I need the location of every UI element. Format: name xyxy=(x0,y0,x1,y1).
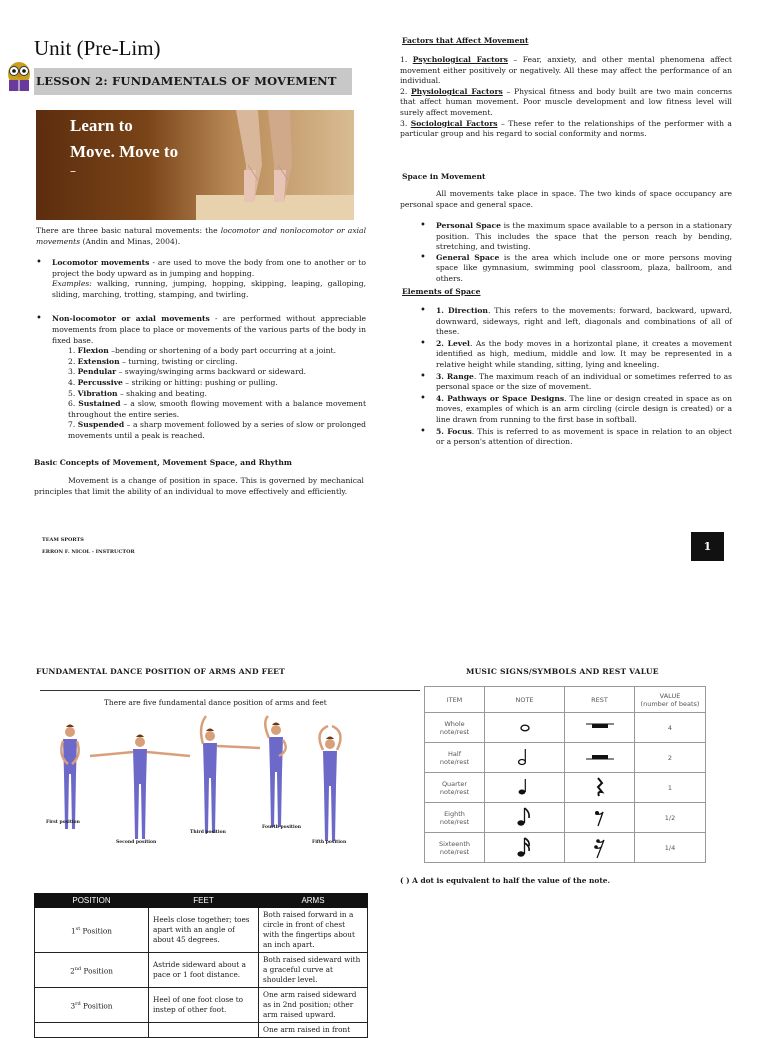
position-name xyxy=(35,908,149,953)
figure-label-3: Third position xyxy=(190,830,226,835)
music-row xyxy=(425,743,706,773)
element-text: . This is referred to as movement is space in relation to an object or a person's attention of direction. xyxy=(436,426,732,447)
half-rest-icon xyxy=(580,746,620,768)
music-item-line2: note/rest xyxy=(439,787,470,796)
element-text: . The maximum reach of an individual or sometimes referred to as personal space or the size of movement. xyxy=(436,371,733,392)
whole-rest-icon xyxy=(580,716,620,738)
subitem-number: 2. xyxy=(68,356,78,366)
lesson-title: LESSON 2: FUNDAMENTALS OF MOVEMENT xyxy=(36,74,337,88)
sixteenth-note-icon xyxy=(505,836,545,858)
header-value-sub: (number of beats) xyxy=(640,699,700,708)
nonlocomotor-subitem xyxy=(68,357,366,368)
position-row xyxy=(35,1023,368,1038)
subitem-term: Percussive xyxy=(77,377,123,387)
locomotor-item xyxy=(34,258,366,300)
dancer-first-position xyxy=(61,725,78,830)
subitem-number: 3. xyxy=(68,367,78,377)
position-row xyxy=(35,988,368,1023)
position-name xyxy=(35,988,149,1023)
music-item xyxy=(425,803,485,833)
position-arms: One arm raised sideward as in 2nd position; other arm raised upward. xyxy=(259,988,368,1023)
position-row xyxy=(35,953,368,988)
locomotor-term: Locomotor movements xyxy=(52,258,150,267)
figure-label-2: Second position xyxy=(116,840,157,845)
factor-number: 3. xyxy=(400,118,411,128)
header-position: POSITION xyxy=(35,894,149,908)
position-number: 1 xyxy=(71,926,76,936)
music-item xyxy=(425,773,485,803)
element-term: 2. Level xyxy=(436,338,470,348)
space-types-list xyxy=(418,221,732,285)
music-item xyxy=(425,713,485,743)
position-number: 2 xyxy=(70,966,75,976)
element-item xyxy=(418,372,732,393)
nonlocomotor-sublist xyxy=(52,346,366,441)
intro-citation: (Andin and Minas, 2004). xyxy=(80,236,181,246)
nonlocomotor-subitem xyxy=(68,420,366,441)
eighth-note-icon xyxy=(505,806,545,828)
position-name xyxy=(35,1023,149,1038)
position-label: Position xyxy=(80,1001,113,1011)
music-value: 1/4 xyxy=(635,833,706,863)
header-rest: REST xyxy=(565,687,635,713)
space-term: Personal Space xyxy=(436,221,502,230)
music-table-header xyxy=(425,687,706,713)
space-type-item xyxy=(418,221,732,253)
footer-course: TEAM SPORTS xyxy=(42,537,84,543)
hero-text-line3: – xyxy=(70,164,76,178)
sixteenth-rest-icon xyxy=(580,836,620,858)
music-item-line2: note/rest xyxy=(439,757,470,766)
hero-text-line2: Move. Move to xyxy=(70,142,179,161)
subitem-text: –bending or shortening of a body part occurring at a joint. xyxy=(108,346,337,356)
position-feet xyxy=(149,1023,259,1038)
header-feet: FEET xyxy=(149,894,259,908)
factor-text: – Fear, anxiety, and other mental phenomena affect movement either positively or negatively. All these may affect the performance of an individual. xyxy=(400,55,732,86)
music-rest-cell xyxy=(565,713,635,743)
music-value: 1 xyxy=(635,773,706,803)
position-feet: Heels close together; toes apart with an angle of about 45 degrees. xyxy=(149,908,259,953)
factor-term: Physiological Factors xyxy=(410,86,503,96)
music-item-line1: Sixteenth xyxy=(438,839,471,848)
subitem-text: – swaying/swinging arms backward or sideward. xyxy=(116,367,306,377)
element-item xyxy=(418,427,732,448)
subitem-term: Extension xyxy=(77,356,120,366)
elements-list xyxy=(418,306,732,449)
intro-italic-text: locomotor and nonlocomotor or axial movements xyxy=(36,226,367,246)
positions-table-header xyxy=(35,894,368,908)
position-arms: Both raised sideward with a graceful curve at shoulder level. xyxy=(259,953,368,988)
music-note-cell xyxy=(485,713,565,743)
element-item xyxy=(418,306,732,338)
factor-item xyxy=(400,119,732,140)
music-item-line1: Quarter xyxy=(441,779,468,788)
music-item-line2: note/rest xyxy=(439,847,470,856)
position-name xyxy=(35,953,149,988)
music-row xyxy=(425,773,706,803)
factor-term: Psychological Factors xyxy=(412,55,508,64)
nonlocomotor-subitem xyxy=(68,346,366,357)
factor-item xyxy=(400,87,732,119)
music-note-cell xyxy=(485,773,565,803)
subitem-number: 4. xyxy=(68,377,78,387)
dancer-third-position xyxy=(201,716,260,833)
whole-note-icon xyxy=(505,716,545,738)
element-term: 4. Pathways or Space Designs xyxy=(436,393,565,403)
quarter-rest-icon xyxy=(580,776,620,798)
basic-concepts-heading: Basic Concepts of Movement, Movement Space, and Rhythm xyxy=(34,458,292,467)
examples-label: Examples: xyxy=(52,279,92,289)
subitem-number: 1. xyxy=(68,346,78,356)
dance-positions-heading: FUNDAMENTAL DANCE POSITION OF ARMS AND FEET xyxy=(36,667,286,676)
lesson-title-bar xyxy=(34,68,352,95)
quarter-note-icon xyxy=(505,776,545,798)
half-note-icon xyxy=(505,746,545,768)
header-value-label: VALUE xyxy=(659,691,681,700)
footer-instructor: ERRON F. NICOL - INSTRUCTOR xyxy=(42,549,135,555)
factor-term: Sociological Factors xyxy=(410,118,498,128)
nonlocomotor-term: Non-locomotor or axial movements xyxy=(52,314,210,324)
subitem-term: Suspended xyxy=(77,420,125,430)
header-value xyxy=(635,687,706,713)
subitem-term: Flexion xyxy=(77,346,109,356)
intro-paragraph xyxy=(36,226,366,247)
header-arms: ARMS xyxy=(259,894,368,908)
music-row xyxy=(425,803,706,833)
subitem-number: 5. xyxy=(68,388,78,398)
nonlocomotor-subitem xyxy=(68,378,366,389)
subitem-text: – a slow, smooth flowing movement with a balance movement throughout the entire series. xyxy=(68,399,366,419)
music-note-cell xyxy=(485,833,565,863)
factors-heading: Factors that Affect Movement xyxy=(402,36,529,45)
space-heading: Space in Movement xyxy=(402,172,486,181)
music-item xyxy=(425,743,485,773)
dance-intro-text: There are five fundamental dance position of arms and feet xyxy=(104,698,327,707)
position-feet: Heel of one foot close to instep of other foot. xyxy=(149,988,259,1023)
space-type-item xyxy=(418,253,732,285)
nonlocomotor-text: - are performed without appreciable movements from place to place or movements of the various parts of the body in fixed base. xyxy=(52,314,367,345)
locomotor-text: - are used to move the body from one to another or to project the body upward as in jumping and hopping. xyxy=(52,258,366,278)
element-term: 5. Focus xyxy=(436,426,472,436)
music-table-body xyxy=(425,713,706,863)
subitem-text: – striking or hitting: pushing or pulling. xyxy=(122,377,278,387)
element-text: . This refers to the movements: forward, backward, upward, downward, sideways, right and left, diagonals and combinations of all of these. xyxy=(436,306,732,337)
subitem-number: 7. xyxy=(68,420,78,430)
music-symbols-table xyxy=(424,686,706,863)
position-label: Position xyxy=(81,966,113,976)
basic-concepts-text: Movement is a change of position in space. This is governed by mechanical principles that limit the ability of an individual to move effectively and efficiently. xyxy=(34,476,364,496)
position-ordinal: rd xyxy=(75,1000,81,1007)
position-ordinal: st xyxy=(75,925,81,932)
factors-list xyxy=(400,55,732,140)
space-text: is the area which include one or more persons moving space like gymnasium, swimming pool classroom, plaza, ballroom, and others. xyxy=(436,252,732,283)
dot-note-text: ( ) A dot is equivalent to half the value of the note. xyxy=(400,876,611,885)
music-row xyxy=(425,713,706,743)
dance-positions-table xyxy=(34,893,368,1038)
ballet-feet-image xyxy=(196,110,354,220)
factor-number: 2. xyxy=(400,86,411,96)
eighth-rest-icon xyxy=(580,806,620,828)
subitem-term: Pendular xyxy=(77,367,117,377)
music-value: 1/2 xyxy=(635,803,706,833)
subitem-number: 6. xyxy=(68,399,79,409)
position-row xyxy=(35,908,368,953)
position-arms: One arm raised in front xyxy=(259,1023,368,1038)
subitem-term: Sustained xyxy=(78,399,121,409)
figure-label-1: First position xyxy=(46,820,80,825)
music-note-cell xyxy=(485,803,565,833)
element-term: 3. Range xyxy=(436,371,474,381)
positions-table-body xyxy=(35,908,368,1038)
element-text: . The line or design created in space as on moves, examples of which is an arm circling (circle design is created) or a line drawn from running to the first base in softball. xyxy=(436,393,732,424)
music-item-line2: note/rest xyxy=(439,817,470,826)
subitem-text: – a sharp movement followed by a series of slow or prolonged movements until a peak is reached. xyxy=(68,420,366,440)
unit-title: Unit (Pre-Lim) xyxy=(34,36,161,60)
divider-line xyxy=(40,690,420,691)
factor-text: – These refer to the relationships of the performer with a particular group and his regard to social conformity and norms. xyxy=(400,118,732,139)
music-row xyxy=(425,833,706,863)
elements-heading: Elements of Space xyxy=(402,287,481,296)
nonlocomotor-item xyxy=(34,314,366,441)
intro-text: There are three basic natural movements: the xyxy=(36,226,221,235)
factor-number: 1. xyxy=(400,55,413,64)
music-rest-cell xyxy=(565,803,635,833)
dancer-second-position xyxy=(90,735,190,840)
music-rest-cell xyxy=(565,743,635,773)
nonlocomotor-subitem xyxy=(68,389,366,400)
hero-banner xyxy=(36,110,354,220)
music-value: 2 xyxy=(635,743,706,773)
music-rest-cell xyxy=(565,833,635,863)
factor-text: – Physical fitness and body built are two main concerns that affect human movement. Poor muscle development and low fitness level will surely affect movement. xyxy=(400,86,732,117)
factor-item xyxy=(400,55,732,87)
music-item xyxy=(425,833,485,863)
locomotor-examples: walking, running, jumping, hopping, skipping, leaping, galloping, sliding, marching, trotting, stamping, and twirling. xyxy=(52,279,366,299)
space-term: General Space xyxy=(436,252,500,262)
element-item xyxy=(418,394,732,426)
position-feet: Astride sideward about a pace or 1 foot distance. xyxy=(149,953,259,988)
space-text: All movements take place in space. The two kinds of space occupancy are personal space and general space. xyxy=(400,189,732,209)
header-item: ITEM xyxy=(425,687,485,713)
music-item-line2: note/rest xyxy=(439,727,470,736)
position-ordinal: nd xyxy=(74,965,82,972)
space-text: is the maximum space available to a person in a stationary position. This includes the space that the person reach by bending, stretching, and twisting. xyxy=(436,221,732,252)
nonlocomotor-subitem xyxy=(68,399,366,420)
element-item xyxy=(418,339,732,371)
movement-types-list xyxy=(34,258,366,442)
position-label: Position xyxy=(80,926,112,936)
music-symbols-heading: MUSIC SIGNS/SYMBOLS AND REST VALUE xyxy=(466,667,659,676)
dancer-fourth-position xyxy=(265,716,285,827)
position-number: 3 xyxy=(70,1001,76,1011)
subitem-text: – shaking and beating. xyxy=(117,388,207,398)
figure-label-5: Fifth position xyxy=(312,840,347,845)
hero-text-line1: Learn to xyxy=(70,116,133,135)
header-note: NOTE xyxy=(485,687,565,713)
figure-label-4: Fourth position xyxy=(262,825,301,830)
element-term: 1. Direction xyxy=(436,306,488,315)
music-value: 4 xyxy=(635,713,706,743)
element-text: . As the body moves in a horizontal plane, it creates a movement identified as high, medium, middle and low. It may be represented in a relative height while standing, sitting, lying and kneeling. xyxy=(436,338,732,369)
subitem-text: – turning, twisting or circling. xyxy=(119,356,238,366)
dancer-fifth-position xyxy=(319,726,340,841)
position-arms: Both raised forward in a circle in front of chest with the fingertips about an inch apart. xyxy=(259,908,368,953)
owl-reading-icon xyxy=(5,56,33,94)
music-note-cell xyxy=(485,743,565,773)
nonlocomotor-subitem xyxy=(68,367,366,378)
music-item-line1: Whole xyxy=(444,719,465,728)
music-item-line1: Eighth xyxy=(444,809,465,818)
music-item-line1: Half xyxy=(448,749,461,758)
page-number-badge: 1 xyxy=(691,532,724,561)
music-rest-cell xyxy=(565,773,635,803)
subitem-term: Vibration xyxy=(77,388,118,398)
